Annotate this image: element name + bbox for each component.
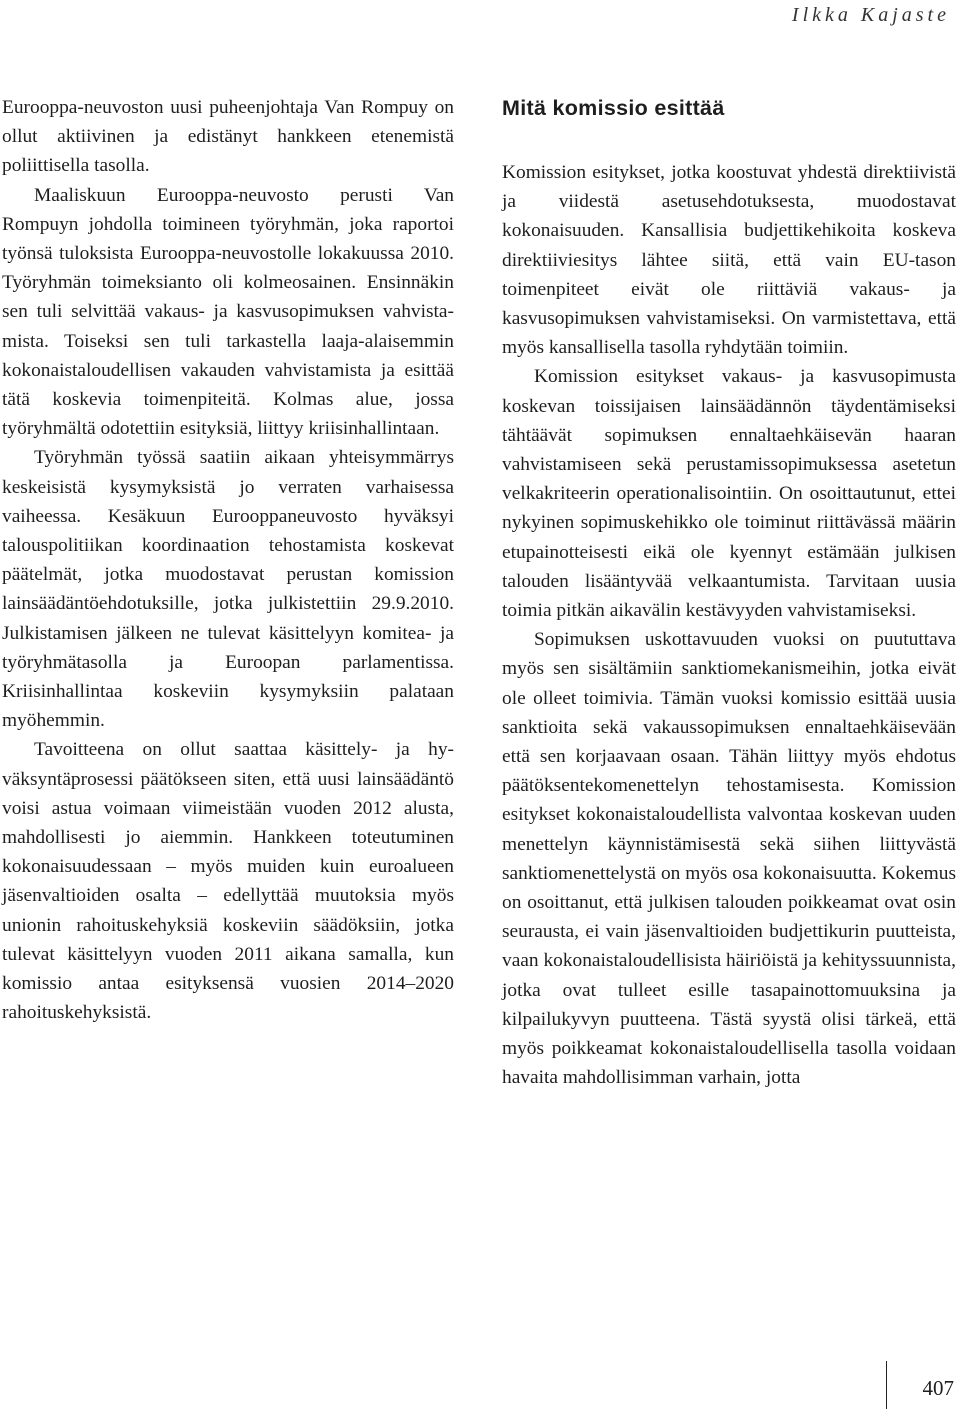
paragraph: Tavoitteena on ollut saattaa käsittely- ja hyväksyntäprosessi päätökseen siten, että uusi lainsäädäntö voisi astua voimaan viimeistään vuoden 2012 alusta, mahdollisesti jo aiemmin. Hankkeen toteutuminen kokonaisuudessaan – myös muiden kuin euroalueen jäsenvaltioiden osalta – edellyttää muutoksia myös unionin rahoituskehyksiä koskeviin säädöksiin, jotka tulevat käsittelyyn vuoden 2011 aikana samalla, kun komissio antaa esityksensä vuosien 2014–2020 rahoituskehyksistä. [2,739,454,1024]
paragraph: Sopimuksen uskottavuuden vuoksi on puututtava myös sen sisältämiin sanktiomekanismeihin, jotka eivät ole olleet toimivia. Tämän vuoksi komissio esittää uusia sanktioita sekä vakaussopimuksen ennaltaehkäisevään että sen korjaavaan osaan. Tähän liittyy myös ehdotus päätöksentekomenettelyn tehostamisesta. Komission esitykset kokonaistaloudellista valvontaa koskevan uuden menettelyn käynnistämisestä sekä siihen liittyvästä sanktiomenettelystä on myös osa kokonaisuutta. Kokemus on osoittanut, että julkisen talouden poikkeamat ovat osin seurausta, ei vain jäsenvaltioiden budjettikurin puutteista, vaan kokonaistaloudellisista häiriöistä ja kehityssuunnista, jotka ovat tulleet esille tasapainottomuuksina ja kilpailukyvyn puutteena. Tästä syystä olisi tärkeä, että myös poikkeamat kokonaistaloudellisella tasolla voidaan havaita mahdollisimman varhain, jotta [502,629,956,1089]
paragraph: Maaliskuun Eurooppa-neuvosto perusti Van Rompuyn johdolla toimineen työryhmän, joka raportoi työnsä tuloksista Eurooppa-neuvostolle lokakuussa 2010. Työryhmän toimeksianto oli kolmeosainen. Ensinnäkin sen tuli selvittää vakaus- ja kasvusopimuksen vahvistamista. Toiseksi sen tuli tarkastella laaja-alaisemmin kokonaistaloudellisen vakauden vahvistamista ja esittää tätä koskevia toimenpiteitä. Kolmas alue, jossa työryhmältä odotettiin esityksiä, liittyy kriisinhallintaan. [2,184,454,440]
running-head-author: Ilkka Kajaste [791,4,950,26]
paragraph: Eurooppa-neuvoston uusi puheenjohtaja Van Rompuy on ollut aktiivinen ja edistänyt hankkeen etenemistä poliittisella tasolla. [2,97,454,177]
page-number: 407 [922,1376,954,1400]
right-column [502,93,956,1093]
footer-divider [886,1361,887,1409]
paragraph: Työryhmän työssä saatiin aikaan yhteisymmärrys keskeisistä kysymyksistä jo verraten varhaisessa vaiheessa. Kesäkuun Eurooppaneuvosto hyväksyi talouspolitiikan koordinaation tehostamista koskevat päätelmät, jotka muodostavat perustan komission lainsäädäntöehdotuksille, jotka julkistettiin 29.9.2010. Julkistamisen jälkeen ne tulevat käsittelyyn komitea- ja työryhmätasolla ja Euroopan parlamentissa. Kriisinhallintaa koskeviin kysymyksiin palataan myöhemmin. [2,447,454,732]
paragraph: Komission esitykset vakaus- ja kasvusopimusta koskevan toissijaisen lainsäädännön täydentämiseksi tähtäävät sopimuksen ennaltaehkäisevän haaran vahvistamiseen sekä perustamissopimuksessa asetetun velkakriteerin operationalisointiin. On osoittautunut, ettei nykyinen sopimuskehikko ole toiminut riittävässä määrin etupainotteisesti eikä ole kyennyt estämään julkisen talouden lisääntyvää velkaantumista. Tarvitaan uusia toimia pitkän aikavälin kestävyyden vahvistamiseksi. [502,366,956,622]
page-footer [874,1361,954,1417]
left-column [2,93,454,1028]
section-heading: Mitä komissio esittää [502,96,725,120]
paragraph: Komission esitykset, jotka koostuvat yhdestä direktiivistä ja viidestä asetusehdotuksesta, muodostavat kokonaisuuden. Kansallisia budjettikehikoita koskeva direktiiviesitys lähtee siitä, että vain EU-tason toimenpiteet eivät ole riittäviä vakaus- ja kasvusopimuksen vahvistamiseksi. On varmistettava, että myös kansallisella tasolla ryhdytään toimiin. [502,162,956,359]
